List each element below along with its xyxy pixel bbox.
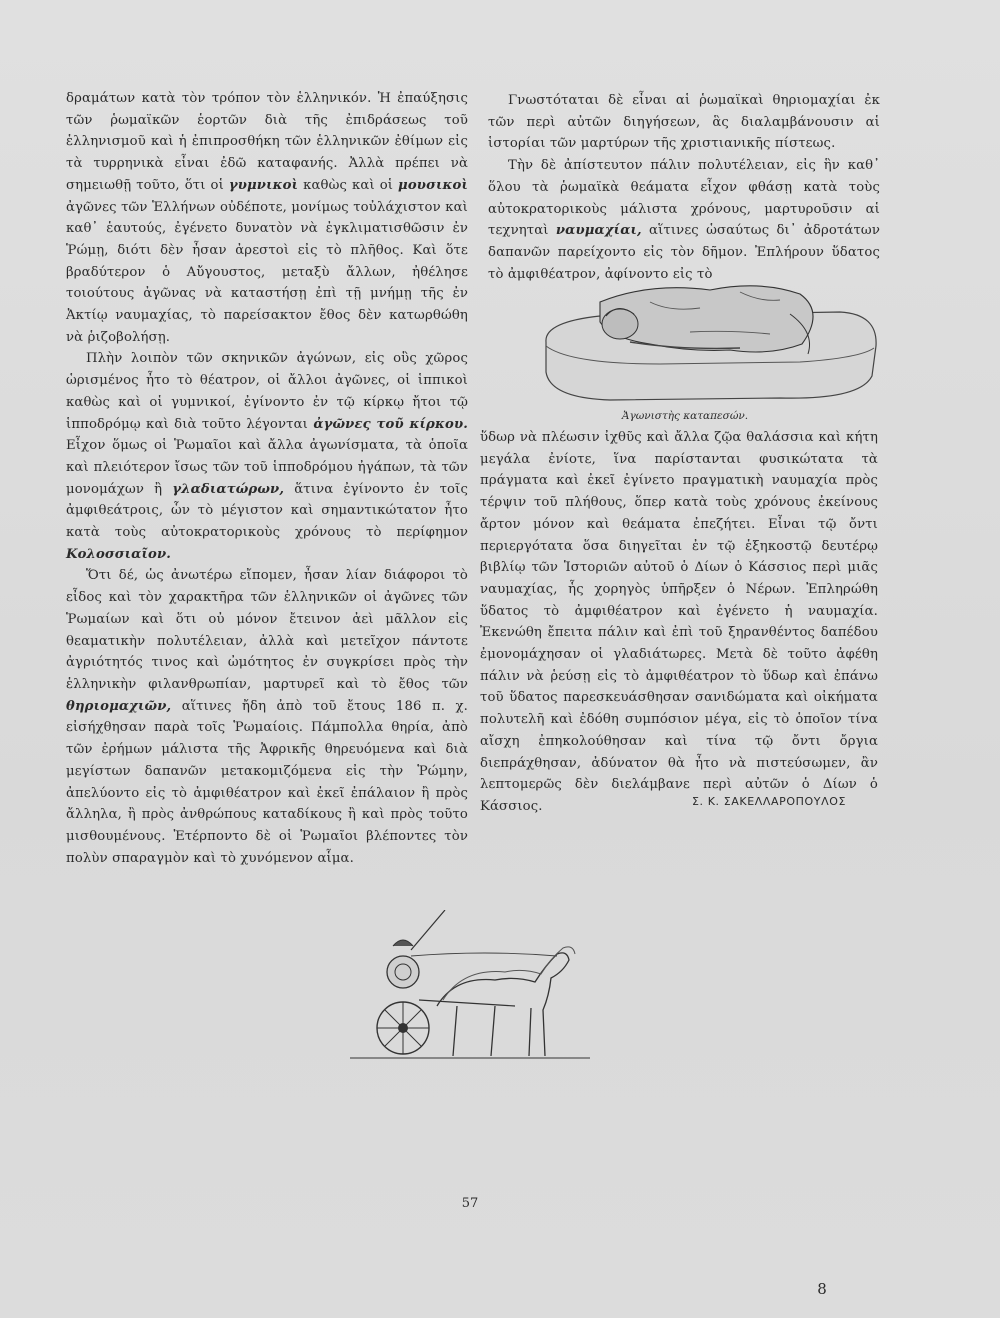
text-run: ἅτινα ἐγίνοντο ἐν τοῖς ἀμφιθεάτροις, ὧν τὸ μέγιστον καὶ σημαντικώτατον ἦτο κατὰ τοὺς αὐτοκρατορικοὺς χρόνους τὸ περίφημον <box>66 481 469 541</box>
paragraph <box>66 88 468 348</box>
fallen-gladiator-illustration <box>540 272 882 404</box>
text-run: καθὼς καὶ οἱ <box>303 177 394 193</box>
text-run: Τὴν δὲ ἀπίστευτον πάλιν πολυτέλειαν, εἰς ἣν καθ᾽ ὅλου τὰ ῥωμαϊκὰ θεάματα εἶχον φθάσῃ κατὰ τοὺς αὐτοκρατορικοὺς μάλιστα χρόνους, μαρτυροῦσιν αἱ τεχνηταὶ <box>488 158 880 239</box>
figure-caption: Ἀγωνιστὴς καταπεσών. <box>621 410 749 422</box>
text-run: αἵτινες ὡσαύτως δι᾽ ἀδροτάτων δαπανῶν παρείχοντο εἰς τὸν δῆμον. Ἐπλήρουν ὕδατος τὸ ἀμφιθέατρον, ἀφίνοντο εἰς τὸ <box>488 223 881 282</box>
text-run: αἵτινες ἤδη ἀπὸ τοῦ ἔτους 186 π. χ. εἰσήχθησαν παρὰ τοῖς Ῥωμαίοις. Πάμπολλα θηρία, ἀπὸ τῶν ἐρήμων μάλιστα τῆς Ἀφρικῆς θηρευόμενα καὶ διὰ μεγίστων δαπανῶν μετακομιζόμενα εἰς τὴν Ῥώμην, ἀπελύοντο εἰς τὸ ἀμφιθέατρον καὶ ἐκεῖ ἐπάλαιον ἢ πρὸς ἄλληλα, ἢ πρὸς ἀνθρώπους καταδίκους ἢ καὶ πρὸς τοῦτο μισθουμένους. Ἐτέρποντο δὲ οἱ Ῥωμαῖοι βλέποντες τὸν πολὺν σπαραγμὸν καὶ τὸ χυνόμενον αἷμα. <box>66 698 469 866</box>
paragraph <box>488 155 880 285</box>
paragraph <box>488 90 880 155</box>
author-signature: Σ. Κ. ΣΑΚΕΛΛΑΡΟΠΟΥΛΟΣ <box>692 795 847 808</box>
text-run: Εἶχον ὅμως οἱ Ῥωμαῖοι καὶ ἄλλα ἀγωνίσματα, τὰ ὁποῖα καὶ πλειότερον ἴσως τῶν τοῦ ἱπποδρόμου ἠγάπων, τὰ τῶν μονομάχων ἢ <box>66 438 468 497</box>
emphasis-term: θηριομαχιῶν, <box>66 698 172 714</box>
emphasis-term: γυμνικοὶ <box>228 177 299 193</box>
paragraph <box>66 565 468 869</box>
text-run: Γνωστόταται δὲ εἶναι αἱ ῥωμαϊκαὶ θηριομαχίαι ἐκ τῶν περὶ αὐτῶν διηγήσεων, ἃς διαλαμβάνουσιν αἱ ἱστορίαι τῶν μαρτύρων τῆς χριστιανικῆς πίστεως. <box>488 93 880 152</box>
emphasis-term: Κολοσσιαῖον. <box>66 546 171 562</box>
right-text-column-bottom <box>480 427 878 818</box>
left-text-column <box>66 88 468 869</box>
text-run: ὕδωρ νὰ πλέωσιν ἰχθῦς καὶ ἄλλα ζῷα θαλάσσια καὶ κήτη μεγάλα ἐνίοτε, ἵνα παρίστανται φυσικώτατα τὰ πράγματα καὶ ἐκεῖ ἐγίνετο πραγματικὴ ναυμαχία πρὸς τέρψιν τοῦ πλήθους, ὅπερ κατὰ τοὺς χρόνους ἐκείνους ἄρτον μόνον καὶ θεάματα ἐπεζήτει. Εἶναι τῷ ὄντι περιεργότατα ὅσα διηγεῖται ἐν τῷ ἑξηκοστῷ δευτέρῳ βιβλίῳ τῶν Ἱστοριῶν αὐτοῦ ὁ Δίων ὁ Κάσσιος περὶ μιᾶς ναυμαχίας, ἧς χορηγὸς ὑπῆρξεν ὁ Νέρων. Ἐπληρώθη ὕδατος τὸ ἀμφιθέατρον καὶ ἐγένετο ἡ ναυμαχία. Ἐκενώθη ἔπειτα πάλιν καὶ ἐπὶ τοῦ ξηρανθέντος δαπέδου ἐμονομάχησαν οἱ γλαδιάτωρες. Μετὰ δὲ τοῦτο ἀφέθη πάλιν νὰ ῥεύσῃ εἰς τὸ ἀμφιθέατρον τὸ ὕδωρ καὶ ἐπάνω τοῦ ὕδατος παρεσκευάσθησαν σανιδώματα καὶ οἰκήματα πολυτελῆ καὶ ἐδόθη συμπόσιον μέγα, εἰς τὸ ὁποῖον τίνα αἴσχη ἐπηκολούθησαν καὶ τίνα τῷ ὄντι ὄργια διεπράχθησαν, ἀδύνατον θὰ ἦτο νὰ πιστεύσωμεν, ἂν λεπτομερῶς δὲν διελάμβανε περὶ αὐτῶν ὁ Δίων ὁ Κάσσιος. <box>480 430 878 814</box>
paragraph <box>66 348 468 565</box>
paragraph <box>480 427 878 818</box>
sheet-number: 8 <box>817 1280 827 1298</box>
emphasis-term: ἀγῶνες τοῦ κίρκου. <box>313 416 468 432</box>
chariot-vignette <box>345 910 595 1070</box>
emphasis-term: γλαδιατώρων, <box>172 481 285 497</box>
emphasis-term: ναυμαχίαι, <box>555 223 642 239</box>
text-run: δραμάτων κατὰ τὸν τρόπον τὸν ἑλληνικόν. Ἡ ἐπαύξησις τῶν ῥωμαϊκῶν ἑορτῶν διὰ τῆς ἐπιδράσεως τοῦ ἑλληνισμοῦ καὶ ἡ ἐπιπροσθήκη τῶν ἑλληνικῶν ἐθίμων εἰς τὰ τυρρηνικὰ εἶναι ἐδῶ καταφανής. Ἀλλὰ πρέπει νὰ σημειωθῇ τοῦτο, ὅτι οἱ <box>66 91 468 193</box>
text-run: Ὅτι δέ, ὡς ἀνωτέρω εἴπομεν, ἦσαν λίαν διάφοροι τὸ εἶδος καὶ τὸν χαρακτῆρα τῶν ἑλληνικῶν οἱ ἀγῶνες τῶν Ῥωμαίων καὶ ὅτι οὐ μόνον ἔτεινον ἀεὶ μᾶλλον εἰς θεαματικὴν πολυτέλειαν, ἀλλὰ καὶ μετεῖχον πάντοτε ἀγριότητός τινος καὶ ὠμότητος ἐν συγκρίσει πρὸς τὴν ἑλληνικὴν φιλανθρωπίαν, μαρτυρεῖ καὶ τὸ ἔθος τῶν <box>66 568 468 692</box>
right-text-column-top <box>488 90 880 285</box>
text-run: Πλὴν λοιπὸν τῶν σκηνικῶν ἀγώνων, εἰς οὓς χῶρος ὡρισμένος ἦτο τὸ θέατρον, οἱ ἄλλοι ἀγῶνες, οἱ ἱππικοὶ καθὼς καὶ οἱ γυμνικοί, ἐγίνοντο ἐν τῷ κίρκῳ ἤτοι τῷ ἱπποδρόμῳ καὶ διὰ τοῦτο λέγονται <box>66 351 468 432</box>
page-number: 57 <box>461 1196 479 1211</box>
text-run: ἀγῶνες τῶν Ἑλλήνων οὐδέποτε, μονίμως τοὐλάχιστον καὶ καθ᾽ ἑαυτούς, ἐγένετο δυνατὸν νὰ ἐγκλιματισθῶσιν ἐν Ῥώμῃ, διότι δὲν ἦσαν ἀρεστοὶ εἰς τὸ πλῆθος. Καὶ ὅτε βραδύτερον ὁ Αὔγουστος, μεταξὺ ἄλλων, ἠθέλησε τοιούτους ἀγῶνας νὰ καταστήσῃ ἐπὶ τῇ μνήμῃ τῆς ἐν Ἀκτίῳ ναυμαχίας, τὸ παρείσακτον ἔθος δὲν κατωρθώθη νὰ ῥιζοβολήσῃ. <box>66 199 468 345</box>
emphasis-term: μουσικοὶ <box>398 177 469 193</box>
